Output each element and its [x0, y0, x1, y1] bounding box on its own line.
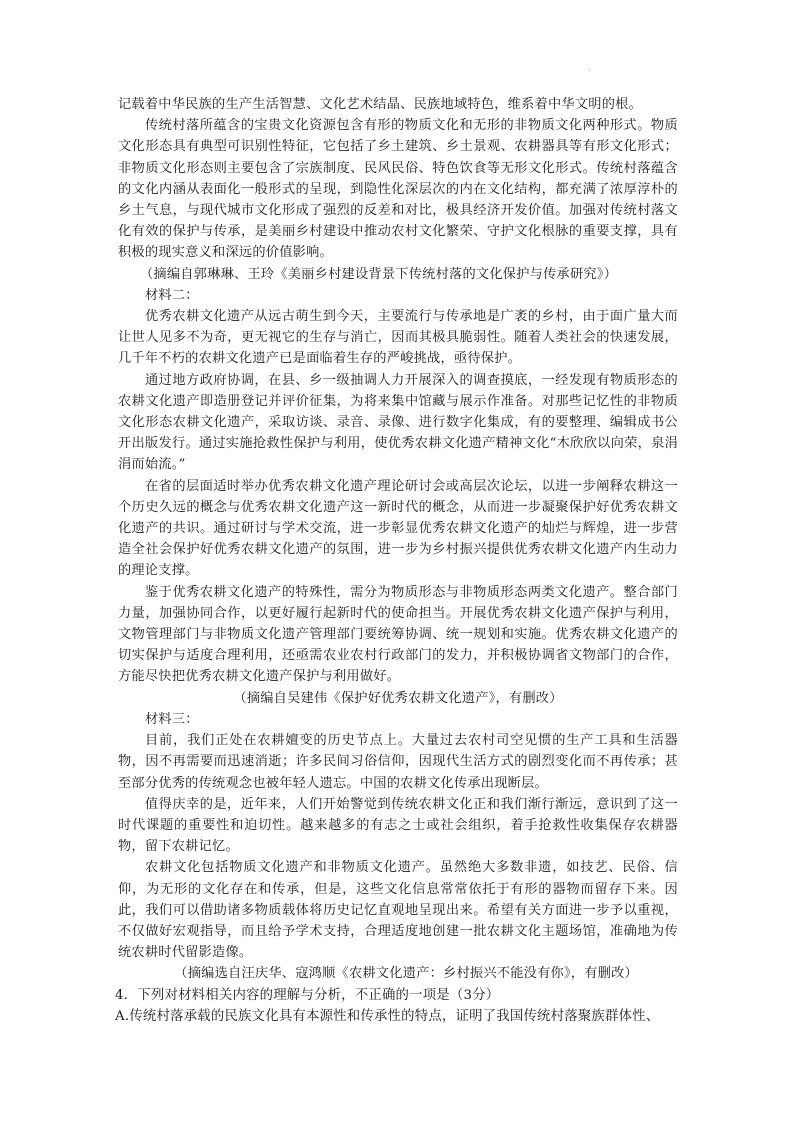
material2-paragraph-4: 鉴于优秀农耕文化遗产的特殊性，需分为物质形态与非物质形态两类文化遗产。整合部门力量，加强协同合作，以更好履行起新时代的使命担当。开展优秀农耕文化遗产保护与利用，文物管理部门与非物质文化遗产管理部门要统筹协调、统一规划和实施。优秀农耕文化遗产的切实保护与适度合理利用，还亟需农业农村行政部门的发力，并积极协调省文物部门的合作，方能尽快把优秀农耕文化遗产保护与利用做好。 [118, 584, 678, 685]
material2-heading: 材料二： [145, 287, 199, 303]
material1-source: （摘编自郭琳琳、王玲《美丽乡村建设背景下传统村落的文化保护与传承研究》） [140, 266, 618, 282]
question-4-option-a: A.传统村落承载的民族文化具有本源性和传承性的特点，证明了我国传统村落聚族群体性、 [115, 1008, 660, 1024]
corner-mark: · [588, 66, 591, 76]
material1-continued-paragraph: 记载着中华民族的生产生活智慧、文化艺术结晶、民族地域特色，维系着中华文明的根。 [118, 97, 643, 112]
material2-source: （摘编自吴建伟《保护好优秀农耕文化遗产》，有删改） [233, 690, 563, 706]
material3-heading: 材料三： [145, 711, 199, 727]
question-4-stem: 4．下列对材料相关内容的理解与分析，不正确的一项是（3分） [115, 987, 500, 1003]
material1-paragraph: 传统村落所蕴含的宝贵文化资源包含有形的物质文化和无形的非物质文化两种形式。物质文化形态具有典型可识别性特征，它包括了乡土建筑、乡土景观、农耕器具等有形文化形式；非物质文化形态则主要包含了宗族制度、民风民俗、特色饮食等无形文化形式。传统村落蕴含的文化内涵从表面化一般形式的呈现，到隐性化深层次的内在文化结构，都充满了浓厚淳朴的乡土气息，与现代城市文化形成了强烈的反差和对比，极具经济开发价值。加强对传统村落文化有效的保护与传承，是美丽乡村建设中推动农村文化繁荣、守护文化根脉的重要支撑，具有积极的现实意义和深远的价值影响。 [118, 118, 678, 261]
material2-paragraph-1: 优秀农耕文化遗产从远古萌生到今天，主要流行与传承地是广袤的乡村，由于面广量大而让世人见多不为奇，更无视它的生存与消亡，因而其极具脆弱性。随着人类社会的快速发展，几千年不朽的农耕文化遗产已是面临着生存的严峻挑战，亟待保护。 [118, 309, 678, 367]
material3-paragraph-2: 值得庆幸的是，近年来，人们开始警觉到传统农耕文化正和我们渐行渐远，意识到了这一时代课题的重要性和迫切性。越来越多的有志之士或社会组织，着手抢救性收集保存农耕器物，留下农耕记忆。 [118, 796, 678, 855]
material3-paragraph-3: 农耕文化包括物质文化遗产和非物质文化遗产。虽然绝大多数非遗，如技艺、民俗、信仰，为无形的文化存在和传承，但是，这些文化信息常常依托于有形的器物而留存下来。因此，我们可以借助诸多物质载体将历史记忆直观地呈现出来。希望有关方面进一步予以重视，不仅做好宏观指导，而且给予学术支持，合理适度地创建一批农耕文化主题场馆，准确地为传统农耕时代留影造像。 [118, 860, 678, 961]
material2-paragraph-3: 在省的层面适时举办优秀农耕文化遗产理论研讨会或高层次论坛，以进一步阐释农耕这一个历史久远的概念与优秀农耕文化遗产这一新时代的概念，从而进一步凝聚保护好优秀农耕文化遗产的共识。通过研讨与学术交流，进一步彰显优秀农耕文化遗产的灿烂与辉煌，进一步营造全社会保护好优秀农耕文化遗产的氛围，进一步为乡村振兴提供优秀农耕文化遗产内生动力的理论支撑。 [118, 478, 678, 579]
reading-passage [115, 94, 678, 1027]
material3-source: （摘编选自汪庆华、寇鸿顺《农耕文化遗产：乡村振兴不能没有你》，有删改） [174, 966, 638, 982]
material3-paragraph-1: 目前，我们正处在农耕嬗变的历史节点上。大量过去农村司空见惯的生产工具和生活器物，因不再需要而迅速消逝；许多民间习俗信仰，因现代生活方式的剧烈变化而不再传承；甚至部分优秀的传统观念也被年轻人遗忘。中国的农耕文化传承出现断层。 [118, 733, 678, 791]
material2-paragraph-2: 通过地方政府协调，在县、乡一级抽调人力开展深入的调查摸底，一经发现有物质形态的农耕文化遗产即造册登记并评价征集，为将来集中馆藏与展示作准备。对那些记忆性的非物质文化形态农耕文化遗产，采取访谈、录音、录像、进行数字化集成，有的要整理、编辑成书公开出版发行。通过实施抢救性保护与利用，使优秀农耕文化遗产精神文化“木欣欣以向荣，泉涓涓而始流。” [118, 372, 678, 473]
